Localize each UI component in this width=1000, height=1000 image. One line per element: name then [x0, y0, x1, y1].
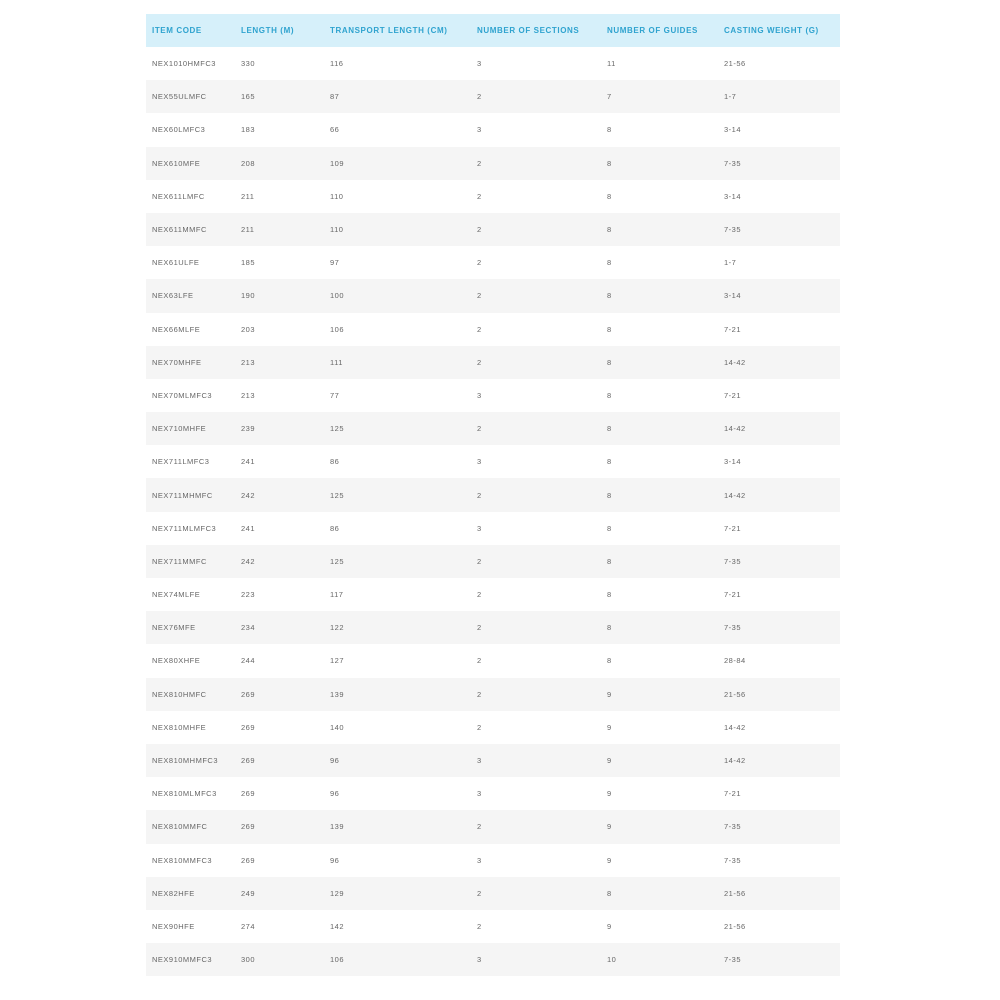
- cell-length: 208: [241, 158, 256, 168]
- header-length[interactable]: LENGTH (M): [241, 26, 295, 35]
- cell-casting-weight: 7-35: [724, 225, 742, 235]
- table-body: [146, 47, 840, 976]
- table-header-row: [146, 14, 840, 47]
- cell-item-code: NEX66MLFE: [152, 324, 201, 334]
- cell-casting-weight: 21-56: [724, 689, 746, 699]
- cell-transport-length: 111: [330, 357, 343, 367]
- cell-guides: 9: [607, 689, 612, 699]
- cell-sections: 2: [477, 722, 482, 732]
- cell-guides: 9: [607, 789, 612, 799]
- table-row: [146, 445, 840, 478]
- cell-casting-weight: 3-14: [724, 457, 742, 467]
- cell-casting-weight: 7-21: [724, 590, 742, 600]
- table-row: [146, 711, 840, 744]
- cell-length: 300: [241, 955, 256, 965]
- cell-item-code: NEX810MMFC3: [152, 855, 213, 865]
- product-spec-table: [146, 14, 840, 976]
- cell-item-code: NEX810MMFC: [152, 822, 208, 832]
- cell-guides: 7: [607, 92, 612, 102]
- table-row: [146, 80, 840, 113]
- cell-guides: 9: [607, 921, 612, 931]
- cell-sections: 3: [477, 756, 482, 766]
- cell-transport-length: 100: [330, 291, 345, 301]
- cell-casting-weight: 7-21: [724, 324, 742, 334]
- cell-transport-length: 77: [330, 390, 340, 400]
- cell-sections: 2: [477, 424, 482, 434]
- cell-transport-length: 142: [330, 921, 345, 931]
- cell-casting-weight: 14-42: [724, 722, 746, 732]
- cell-transport-length: 86: [330, 523, 340, 533]
- cell-casting-weight: 14-42: [724, 490, 746, 500]
- cell-item-code: NEX70MHFE: [152, 357, 202, 367]
- cell-length: 234: [241, 623, 256, 633]
- cell-sections: 2: [477, 291, 482, 301]
- cell-length: 185: [241, 258, 256, 268]
- cell-guides: 8: [607, 357, 612, 367]
- cell-guides: 8: [607, 623, 612, 633]
- cell-length: 223: [241, 590, 256, 600]
- cell-sections: 2: [477, 357, 482, 367]
- cell-casting-weight: 21-56: [724, 921, 746, 931]
- cell-guides: 8: [607, 457, 612, 467]
- cell-guides: 8: [607, 158, 612, 168]
- cell-sections: 2: [477, 191, 482, 201]
- cell-guides: 8: [607, 888, 612, 898]
- cell-sections: 3: [477, 125, 482, 135]
- cell-length: 269: [241, 822, 256, 832]
- table-row: [146, 578, 840, 611]
- table-row: [146, 644, 840, 677]
- table-row: [146, 412, 840, 445]
- cell-length: 239: [241, 424, 256, 434]
- cell-item-code: NEX76MFE: [152, 623, 196, 633]
- cell-item-code: NEX82HFE: [152, 888, 195, 898]
- cell-item-code: NEX711LMFC3: [152, 457, 210, 467]
- cell-length: 241: [241, 523, 256, 533]
- cell-guides: 9: [607, 722, 612, 732]
- cell-item-code: NEX61ULFE: [152, 258, 200, 268]
- cell-guides: 8: [607, 656, 612, 666]
- cell-sections: 2: [477, 623, 482, 633]
- cell-guides: 11: [607, 59, 616, 69]
- cell-casting-weight: 21-56: [724, 888, 746, 898]
- cell-length: 244: [241, 656, 256, 666]
- cell-casting-weight: 7-35: [724, 158, 742, 168]
- cell-transport-length: 122: [330, 623, 345, 633]
- cell-casting-weight: 1-7: [724, 258, 737, 268]
- cell-casting-weight: 7-35: [724, 556, 742, 566]
- cell-item-code: NEX60LMFC3: [152, 125, 206, 135]
- table-row: [146, 47, 840, 80]
- cell-guides: 8: [607, 590, 612, 600]
- cell-sections: 3: [477, 855, 482, 865]
- table-header: [146, 14, 840, 47]
- cell-sections: 2: [477, 590, 482, 600]
- cell-guides: 9: [607, 822, 612, 832]
- cell-transport-length: 125: [330, 490, 345, 500]
- cell-transport-length: 125: [330, 556, 345, 566]
- cell-item-code: NEX74MLFE: [152, 590, 201, 600]
- cell-transport-length: 96: [330, 756, 340, 766]
- table-row: [146, 611, 840, 644]
- cell-item-code: NEX711MHMFC: [152, 490, 213, 500]
- cell-casting-weight: 7-21: [724, 390, 742, 400]
- cell-guides: 8: [607, 523, 612, 533]
- cell-guides: 9: [607, 756, 612, 766]
- cell-casting-weight: 7-21: [724, 523, 742, 533]
- cell-guides: 8: [607, 225, 612, 235]
- cell-length: 211: [241, 225, 255, 235]
- cell-item-code: NEX610MFE: [152, 158, 201, 168]
- cell-casting-weight: 7-35: [724, 623, 742, 633]
- cell-casting-weight: 28-84: [724, 656, 746, 666]
- cell-sections: 2: [477, 656, 482, 666]
- table-row: [146, 943, 840, 976]
- cell-transport-length: 125: [330, 424, 345, 434]
- table-row: [146, 545, 840, 578]
- table-row: [146, 678, 840, 711]
- cell-casting-weight: 7-21: [724, 789, 742, 799]
- cell-sections: 2: [477, 689, 482, 699]
- cell-guides: 9: [607, 855, 612, 865]
- table-row: [146, 777, 840, 810]
- cell-item-code: NEX810HMFC: [152, 689, 207, 699]
- cell-guides: 8: [607, 258, 612, 268]
- table-row: [146, 113, 840, 146]
- cell-guides: 8: [607, 424, 612, 434]
- cell-guides: 8: [607, 390, 612, 400]
- cell-length: 269: [241, 689, 256, 699]
- table-row: [146, 147, 840, 180]
- header-number-of-guides[interactable]: NUMBER OF GUIDES: [607, 26, 698, 35]
- header-number-of-sections[interactable]: NUMBER OF SECTIONS: [477, 26, 580, 35]
- cell-item-code: NEX810MLMFC3: [152, 789, 217, 799]
- table-row: [146, 379, 840, 412]
- table-row: [146, 877, 840, 910]
- cell-item-code: NEX55ULMFC: [152, 92, 207, 102]
- cell-item-code: NEX711MLMFC3: [152, 523, 217, 533]
- cell-item-code: NEX611MMFC: [152, 225, 207, 235]
- cell-length: 242: [241, 556, 256, 566]
- cell-guides: 8: [607, 291, 612, 301]
- cell-casting-weight: 7-35: [724, 822, 742, 832]
- cell-length: 211: [241, 191, 255, 201]
- cell-sections: 3: [477, 523, 482, 533]
- cell-length: 241: [241, 457, 256, 467]
- cell-length: 183: [241, 125, 256, 135]
- cell-item-code: NEX70MLMFC3: [152, 390, 213, 400]
- table-row: [146, 213, 840, 246]
- cell-length: 269: [241, 855, 256, 865]
- header-casting-weight[interactable]: CASTING WEIGHT (G): [724, 26, 819, 35]
- cell-transport-length: 139: [330, 689, 345, 699]
- table-row: [146, 279, 840, 312]
- cell-length: 213: [241, 357, 256, 367]
- header-transport-length[interactable]: TRANSPORT LENGTH (CM): [330, 26, 448, 35]
- cell-casting-weight: 14-42: [724, 424, 746, 434]
- cell-item-code: NEX910MMFC3: [152, 955, 213, 965]
- table-row: [146, 478, 840, 511]
- table-row: [146, 346, 840, 379]
- cell-transport-length: 110: [330, 191, 344, 201]
- cell-sections: 3: [477, 390, 482, 400]
- cell-item-code: NEX810MHFE: [152, 722, 207, 732]
- cell-transport-length: 129: [330, 888, 345, 898]
- cell-item-code: NEX711MMFC: [152, 556, 207, 566]
- cell-transport-length: 109: [330, 158, 345, 168]
- cell-sections: 2: [477, 158, 482, 168]
- cell-sections: 2: [477, 556, 482, 566]
- cell-item-code: NEX63LFE: [152, 291, 194, 301]
- cell-sections: 3: [477, 457, 482, 467]
- table-row: [146, 744, 840, 777]
- cell-length: 203: [241, 324, 256, 334]
- cell-length: 165: [241, 92, 256, 102]
- cell-item-code: NEX611LMFC: [152, 191, 205, 201]
- cell-sections: 2: [477, 921, 482, 931]
- cell-length: 269: [241, 722, 256, 732]
- cell-item-code: NEX90HFE: [152, 921, 195, 931]
- cell-guides: 10: [607, 955, 617, 965]
- cell-casting-weight: 14-42: [724, 756, 746, 766]
- table-row: [146, 844, 840, 877]
- table-row: [146, 313, 840, 346]
- cell-transport-length: 86: [330, 457, 340, 467]
- cell-guides: 8: [607, 191, 612, 201]
- cell-item-code: NEX810MHMFC3: [152, 756, 219, 766]
- cell-transport-length: 106: [330, 324, 345, 334]
- cell-casting-weight: 7-35: [724, 855, 742, 865]
- cell-sections: 2: [477, 92, 482, 102]
- cell-length: 249: [241, 888, 256, 898]
- cell-transport-length: 87: [330, 92, 340, 102]
- cell-sections: 2: [477, 258, 482, 268]
- cell-casting-weight: 14-42: [724, 357, 746, 367]
- table-row: [146, 246, 840, 279]
- cell-transport-length: 97: [330, 258, 340, 268]
- cell-casting-weight: 3-14: [724, 125, 742, 135]
- cell-sections: 2: [477, 822, 482, 832]
- cell-length: 242: [241, 490, 256, 500]
- cell-sections: 3: [477, 59, 482, 69]
- cell-transport-length: 96: [330, 855, 340, 865]
- cell-sections: 2: [477, 324, 482, 334]
- table-row: [146, 810, 840, 843]
- cell-length: 274: [241, 921, 256, 931]
- cell-transport-length: 110: [330, 225, 344, 235]
- table-row: [146, 910, 840, 943]
- cell-transport-length: 127: [330, 656, 345, 666]
- cell-guides: 8: [607, 490, 612, 500]
- cell-sections: 3: [477, 789, 482, 799]
- cell-length: 269: [241, 756, 256, 766]
- cell-sections: 2: [477, 490, 482, 500]
- cell-sections: 2: [477, 225, 482, 235]
- cell-transport-length: 66: [330, 125, 340, 135]
- cell-item-code: NEX710MHFE: [152, 424, 207, 434]
- cell-casting-weight: 7-35: [724, 955, 742, 965]
- cell-guides: 8: [607, 556, 612, 566]
- cell-transport-length: 139: [330, 822, 345, 832]
- cell-transport-length: 116: [330, 59, 344, 69]
- cell-length: 330: [241, 59, 256, 69]
- cell-casting-weight: 1-7: [724, 92, 737, 102]
- cell-sections: 3: [477, 955, 482, 965]
- cell-transport-length: 106: [330, 955, 345, 965]
- cell-item-code: NEX80XHFE: [152, 656, 201, 666]
- cell-length: 213: [241, 390, 256, 400]
- header-item-code[interactable]: ITEM CODE: [152, 26, 202, 35]
- cell-length: 190: [241, 291, 256, 301]
- cell-casting-weight: 3-14: [724, 191, 742, 201]
- cell-transport-length: 117: [330, 590, 344, 600]
- table-row: [146, 180, 840, 213]
- cell-casting-weight: 3-14: [724, 291, 742, 301]
- cell-item-code: NEX1010HMFC3: [152, 59, 216, 69]
- cell-length: 269: [241, 789, 256, 799]
- table-row: [146, 512, 840, 545]
- cell-sections: 2: [477, 888, 482, 898]
- cell-transport-length: 96: [330, 789, 340, 799]
- cell-casting-weight: 21-56: [724, 59, 746, 69]
- cell-guides: 8: [607, 125, 612, 135]
- cell-transport-length: 140: [330, 722, 345, 732]
- cell-guides: 8: [607, 324, 612, 334]
